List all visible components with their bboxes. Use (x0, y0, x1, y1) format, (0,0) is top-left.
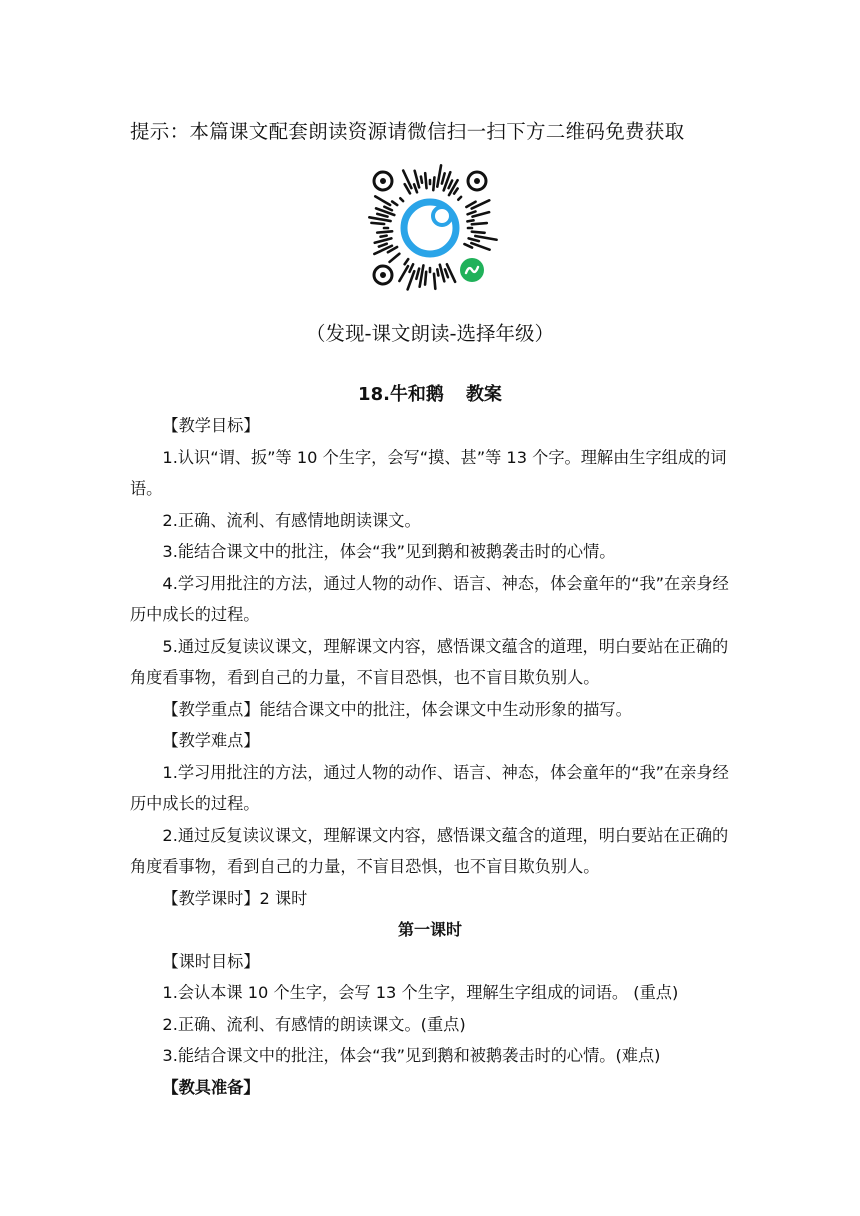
qr-stroke (384, 207, 392, 211)
qr-stroke (425, 173, 426, 188)
teaching-goal-item: 2.正确、流利、有感情地朗读课文。 (162, 510, 421, 530)
qr-stroke (433, 177, 434, 190)
qr-stroke (449, 181, 453, 189)
qr-stroke (408, 271, 415, 289)
qr-stroke (405, 259, 409, 264)
qr-stroke (416, 269, 419, 279)
teaching-goal-item: 1.认识“谓、扳”等 10 个生字，会写“摸、甚”等 13 个字。理解由生字组成的词语。 (130, 447, 727, 498)
lesson-goals-heading: 【课时目标】 (162, 951, 260, 971)
lesson-goal-item: 1.会认本课 10 个生字，会写 13 个生字，理解生字组成的词语。 (重点) (162, 983, 679, 1002)
qr-stroke (390, 254, 400, 262)
teaching-goal-item: 3.能结合课文中的批注，体会“我”见到鹅和被鹅袭击时的心情。 (162, 542, 616, 561)
qr-stroke (371, 223, 384, 224)
page-title (0, 380, 860, 406)
lesson-goal-item: 3.能结合课文中的批注，体会“我”见到鹅和被鹅袭击时的心情。(难点) (162, 1046, 661, 1065)
qr-stroke (464, 244, 472, 248)
teaching-goal-item: 5.通过反复读议课文，理解课文内容，感悟课文蕴含的道理，明白要站在正确的角度看事物，看到自己的力量，不盲目恐惧，也不盲目欺负别人。 (130, 636, 729, 687)
qr-stroke (379, 244, 387, 247)
qr-stroke (468, 211, 476, 214)
title-main: 18.牛和鹅 (358, 384, 444, 405)
qr-stroke (400, 198, 403, 201)
teaching-difficulty-item: 2.通过反复读议课文，理解课文内容，感悟课文蕴含的道理，明白要站在正确的角度看事物，看到自己的力量，不盲目恐惧，也不盲目欺负别人。 (130, 825, 729, 876)
qr-stroke (437, 269, 438, 275)
qr-stroke (425, 272, 426, 285)
qr-stroke (447, 264, 455, 282)
teaching-tools-heading: 【教具准备】 (162, 1077, 260, 1097)
qr-stroke (458, 197, 461, 200)
qr-stroke (381, 236, 387, 237)
teaching-goal-item: 4.学习用批注的方法，通过人物的动作、语言、神态，体会童年的“我”在亲身经历中成长的过程。 (130, 573, 729, 624)
qr-stroke (410, 264, 414, 272)
qr-stroke (414, 184, 417, 192)
qr-stroke (437, 165, 441, 186)
qr-stroke (399, 266, 408, 281)
lesson-goal-item: 2.正确、流利、有感情的朗读课文。(重点) (162, 1014, 466, 1034)
qr-stroke (375, 196, 390, 205)
qr-stroke (377, 231, 392, 232)
qr-stroke (471, 243, 489, 250)
qr-stroke (469, 238, 479, 241)
qr-stroke (421, 177, 422, 183)
teaching-goals-heading: 【教学目标】 (162, 416, 260, 435)
qr-stroke (377, 214, 387, 217)
qr-stroke (445, 269, 448, 277)
qr-stroke (392, 202, 397, 206)
teaching-difficulty-heading: 【教学难点】 (162, 731, 260, 750)
qr-stroke (472, 232, 485, 233)
qr-stroke (442, 173, 445, 183)
lesson-heading: 第一课时 (397, 920, 462, 939)
teaching-difficulty-item: 1.学习用批注的方法，通过人物的动作、语言、神态，体会童年的“我”在亲身经历中成长的过程。 (130, 762, 729, 813)
teaching-hours: 【教学课时】2 课时 (162, 888, 308, 908)
document-body (130, 410, 730, 1103)
qr-stroke (475, 236, 496, 240)
qr-stroke (467, 220, 473, 221)
qr-caption: （发现-课文朗读-选择年级） (305, 322, 555, 345)
qr-code-icon[interactable] (362, 160, 498, 296)
qr-stroke (434, 274, 435, 289)
qr-stroke (440, 265, 444, 282)
qr-stroke (375, 238, 392, 242)
resource-hint: 提示：本篇课文配套朗读资源请微信扫一扫下方二维码免费获取 (130, 120, 685, 143)
qr-stroke (472, 223, 487, 224)
teaching-key-point: 【教学重点】能结合课文中的批注，体会课文中生动形象的描写。 (162, 699, 632, 719)
title-suffix: 教案 (465, 384, 502, 405)
qr-stroke (454, 189, 458, 194)
